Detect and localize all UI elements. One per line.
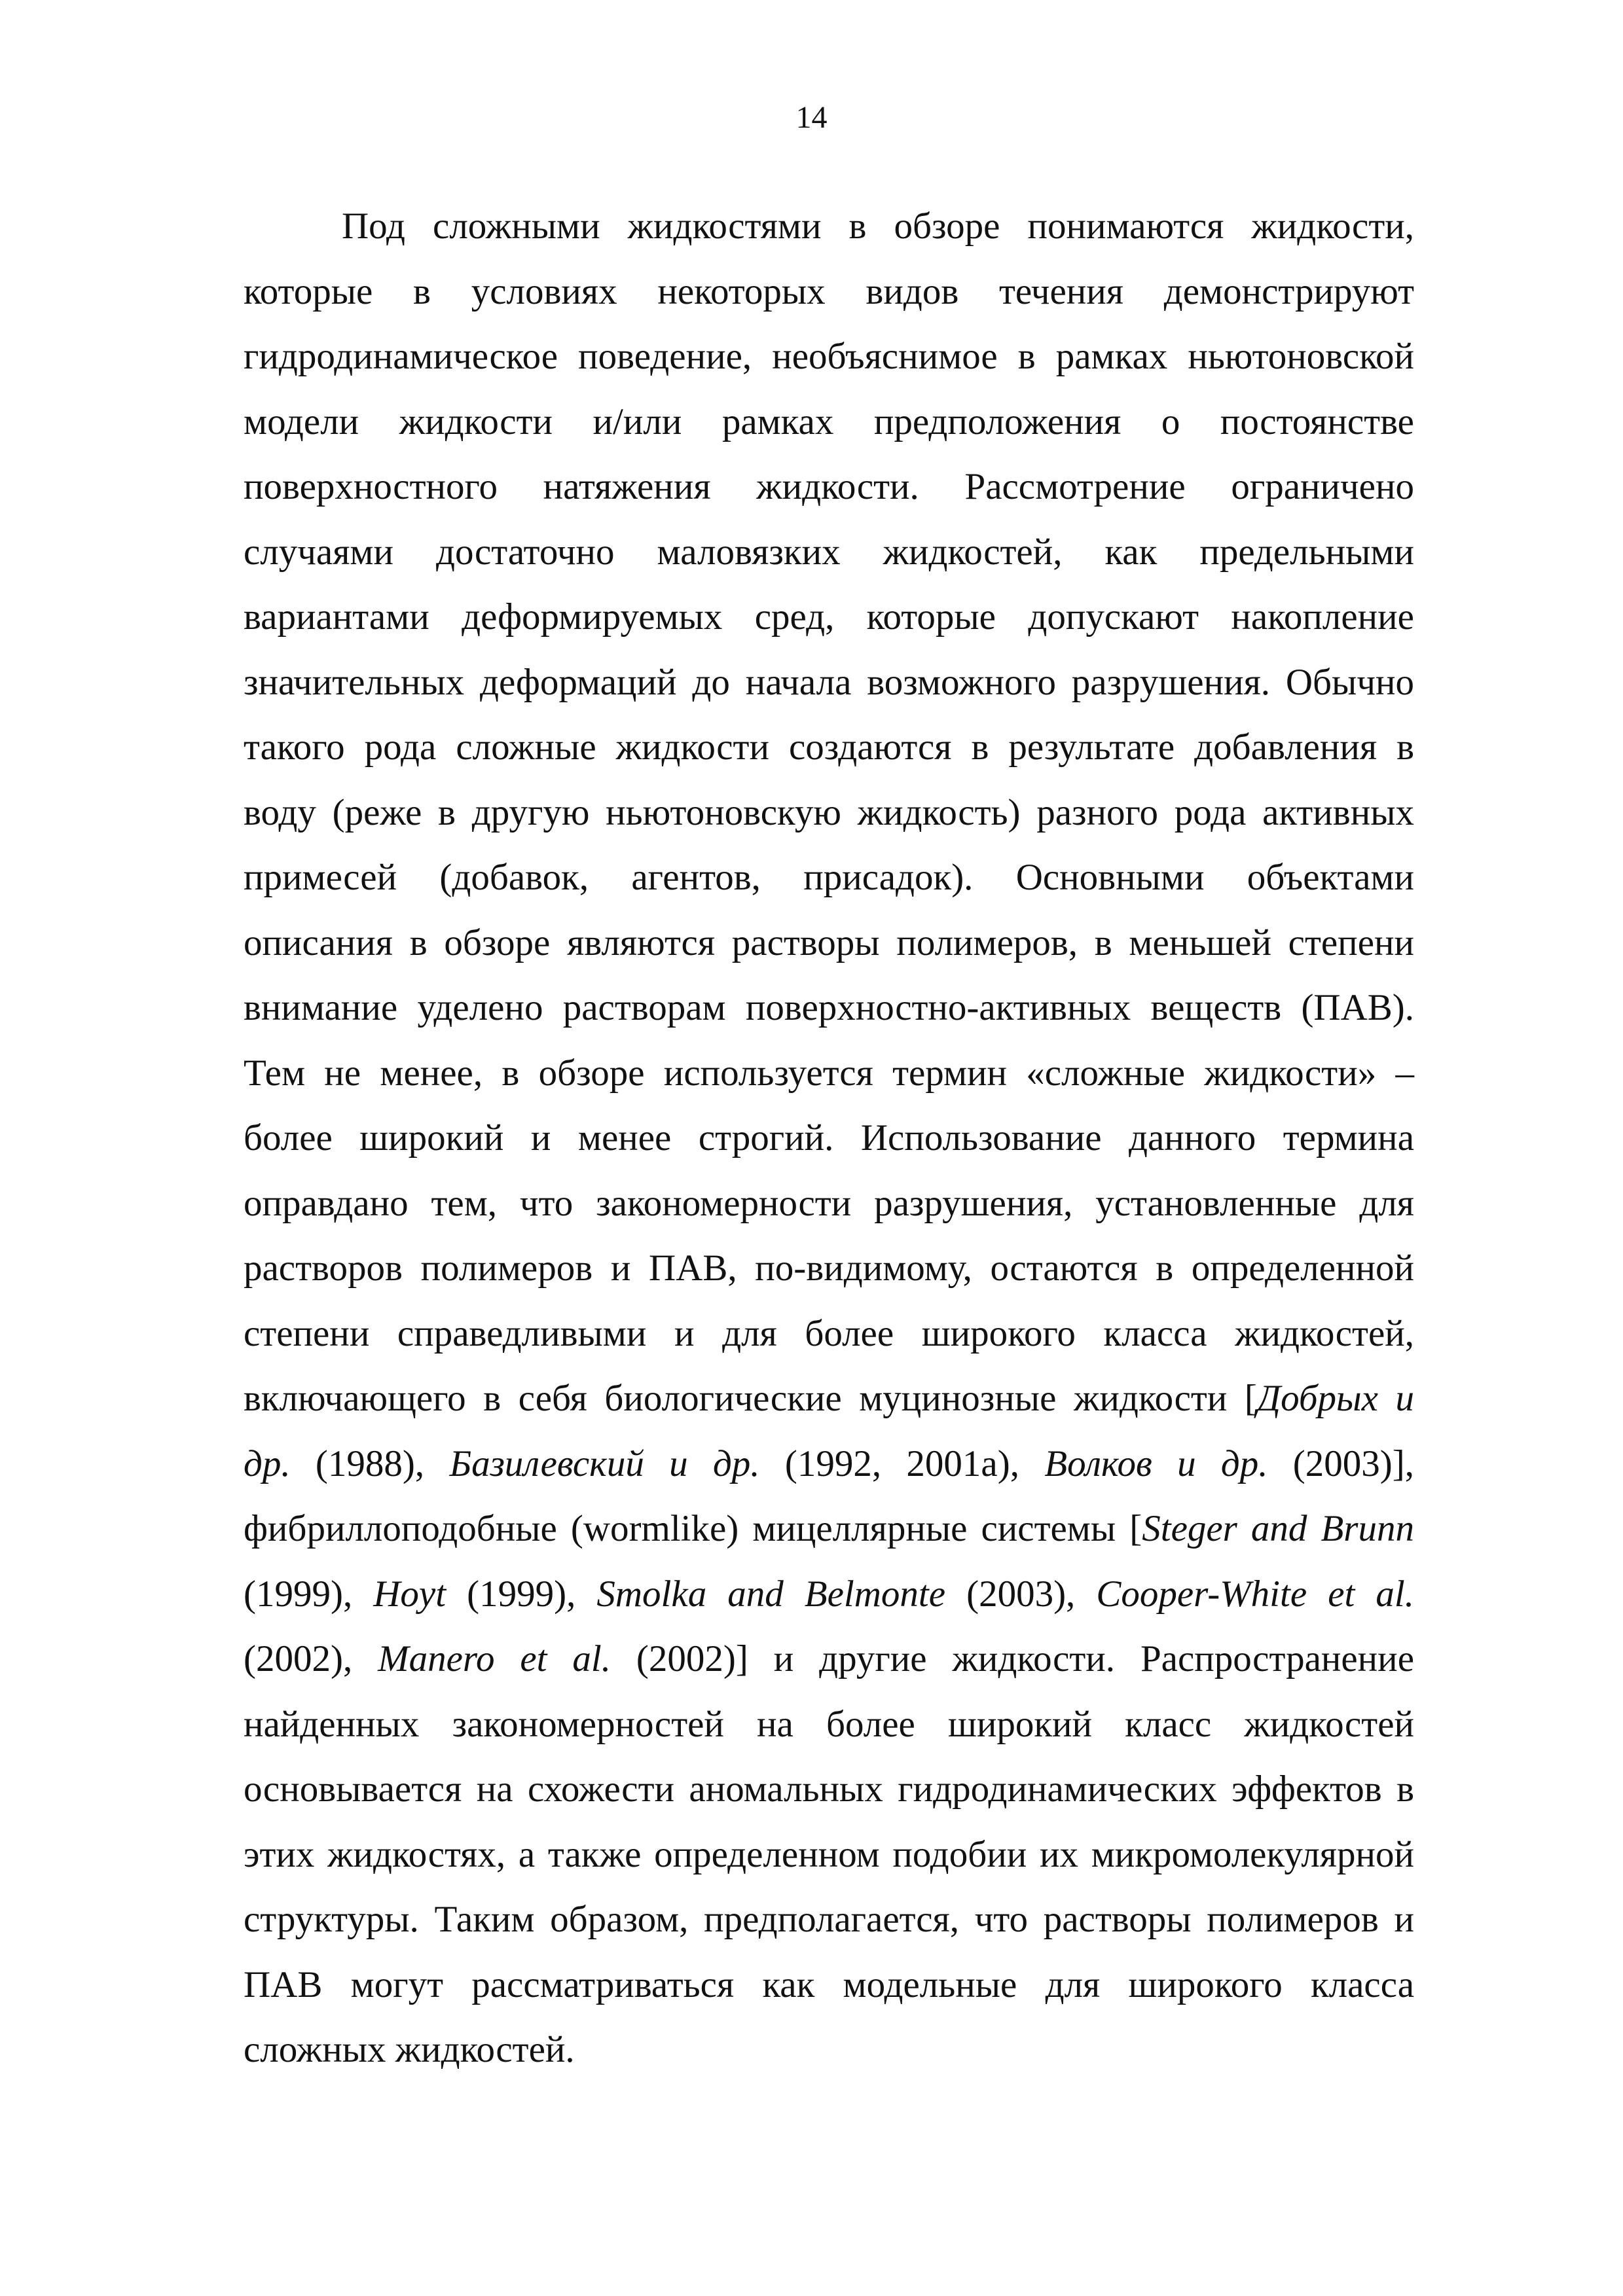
text-line <box>244 324 1414 389</box>
text-segment: основывается на схожести аномальных гидродинамических эффектов в <box>244 1768 1414 1810</box>
text-segment: растворов полимеров и ПАВ, по-видимому, остаются в определенной <box>244 1247 1414 1289</box>
text-line <box>244 650 1414 715</box>
text-segment: такого рода сложные жидкости создаются в результате добавления в <box>244 726 1414 768</box>
text-segment: вариантами деформируемых сред, которые допускают накопление <box>244 596 1414 637</box>
citation-author: Manero et al. <box>378 1638 611 1679</box>
text-line <box>244 259 1414 325</box>
citation-author: др. <box>244 1443 291 1484</box>
text-line <box>244 194 1414 259</box>
text-line <box>244 1301 1414 1367</box>
text-segment: (1999), <box>446 1573 597 1615</box>
text-segment: (2002)] и другие жидкости. Распространение <box>611 1638 1414 1679</box>
text-segment: (2003), <box>945 1573 1097 1615</box>
text-line <box>244 1692 1414 1757</box>
text-line <box>244 584 1414 650</box>
text-segment: ПАВ могут рассматриваться как модельные для широкого класса <box>244 1964 1414 2005</box>
text-segment: воду (реже в другую ньютоновскую жидкость) разного рода активных <box>244 791 1414 833</box>
citation-author: Базилевский и др. <box>449 1443 760 1484</box>
text-segment: (2002), <box>244 1638 378 1679</box>
text-line <box>244 1105 1414 1171</box>
text-line <box>244 2017 1414 2083</box>
citation-author: Добрых и <box>1256 1378 1414 1419</box>
page-number: 14 <box>795 100 828 135</box>
text-line <box>244 1562 1414 1627</box>
text-line <box>244 1431 1414 1497</box>
text-segment: Под сложными жидкостями в обзоре понимаются жидкости, <box>342 206 1414 247</box>
text-segment: Тем не менее, в обзоре используется термин «сложные жидкости» – <box>244 1052 1414 1094</box>
text-segment: (2003)], <box>1267 1443 1414 1484</box>
text-line <box>244 454 1414 520</box>
text-segment: случаями достаточно маловязких жидкостей, как предельными <box>244 531 1414 573</box>
text-segment: оправдано тем, что закономерности разрушения, установленные для <box>244 1182 1414 1224</box>
body-paragraph <box>244 194 1414 2083</box>
citation-author: Steger and Brunn <box>1142 1508 1414 1549</box>
text-line <box>244 910 1414 976</box>
text-segment: описания в обзоре являются растворы полимеров, в меньшей степени <box>244 922 1414 963</box>
text-line <box>244 1171 1414 1236</box>
text-segment: внимание уделено растворам поверхностно-активных веществ (ПАВ). <box>244 987 1414 1028</box>
text-segment: включающего в себя биологические муцинозные жидкости [ <box>244 1378 1257 1419</box>
text-segment: поверхностного натяжения жидкости. Рассмотрение ограничено <box>244 466 1414 507</box>
text-line <box>244 780 1414 846</box>
text-segment: этих жидкостях, а также определенном подобии их микромолекулярной <box>244 1833 1414 1875</box>
text-segment: (1992, 2001a), <box>759 1443 1045 1484</box>
citation-author: Волков и др. <box>1044 1443 1268 1484</box>
text-segment: более широкий и менее строгий. Использование данного термина <box>244 1117 1414 1158</box>
text-line <box>244 715 1414 780</box>
text-line <box>244 1822 1414 1888</box>
text-line <box>244 1626 1414 1692</box>
text-segment: степени справедливыми и для более широкого класса жидкостей, <box>244 1312 1414 1354</box>
text-segment: примесей (добавок, агентов, присадок). Основными объектами <box>244 857 1414 898</box>
text-segment: структуры. Таким образом, предполагается, что растворы полимеров и <box>244 1899 1414 1940</box>
text-line <box>244 845 1414 910</box>
text-segment: которые в условиях некоторых видов течения демонстрируют <box>244 270 1414 312</box>
citation-author: Smolka and Belmonte <box>596 1573 946 1615</box>
text-segment: модели жидкости и/или рамках предположения о постоянстве <box>244 401 1414 442</box>
text-segment: значительных деформаций до начала возможного разрушения. Обычно <box>244 661 1414 703</box>
citation-author: Hoyt <box>373 1573 447 1615</box>
text-line <box>244 1496 1414 1562</box>
text-segment: (1988), <box>290 1443 450 1484</box>
text-line <box>244 1757 1414 1822</box>
text-segment: найденных закономерностей на более широкий класс жидкостей <box>244 1703 1414 1745</box>
text-line <box>244 389 1414 455</box>
text-line <box>244 520 1414 585</box>
text-line <box>244 1366 1414 1431</box>
text-segment: фибриллоподобные (wormlike) мицеллярные системы [ <box>244 1508 1142 1549</box>
text-line <box>244 1952 1414 2018</box>
text-line <box>244 1041 1414 1106</box>
text-segment: сложных жидкостей. <box>244 2029 575 2070</box>
citation-author: Cooper-White et al. <box>1096 1573 1414 1615</box>
text-line <box>244 1236 1414 1301</box>
text-line <box>244 975 1414 1041</box>
text-segment: (1999), <box>244 1573 374 1615</box>
text-line <box>244 1887 1414 1952</box>
text-segment: гидродинамическое поведение, необъяснимое в рамках ньютоновской <box>244 336 1414 377</box>
